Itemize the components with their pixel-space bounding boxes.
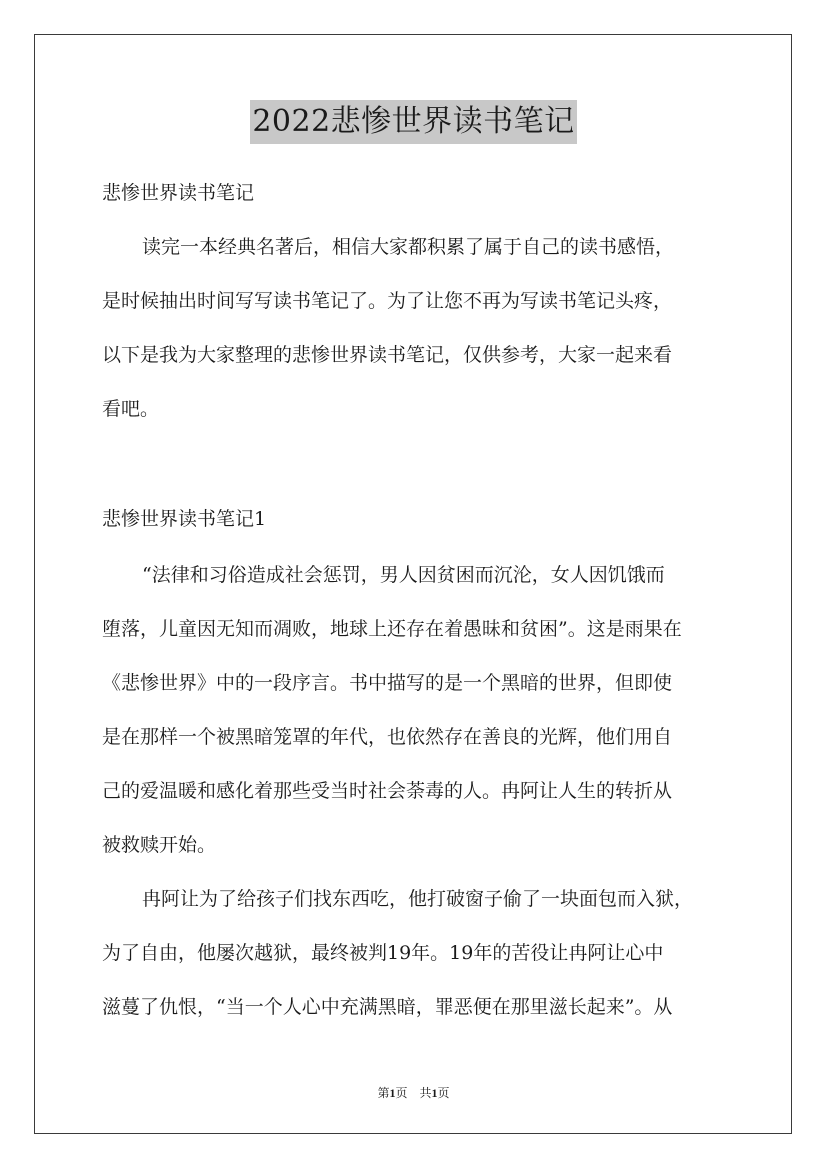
paragraph-line: 堕落，儿童因无知而凋败，地球上还存在着愚昧和贫困”。这是雨果在 xyxy=(102,618,682,640)
document-title xyxy=(0,100,827,144)
paragraph-line: “法律和习俗造成社会惩罚，男人因贫困而沉沦，女人因饥饿而 xyxy=(142,564,665,586)
paragraph-line: 是时候抽出时间写写读书笔记了。为了让您不再为写读书笔记头疼， xyxy=(102,290,673,312)
document-subtitle: 悲惨世界读书笔记 xyxy=(102,182,255,204)
paragraph-line: 滋蔓了仇恨，“当一个人心中充满黑暗，罪恶便在那里滋长起来”。从 xyxy=(102,996,673,1018)
footer-mid: 页 共 xyxy=(395,1086,432,1100)
footer-total-pages: 1 xyxy=(431,1086,438,1100)
paragraph-line: 是在那样一个被黑暗笼罩的年代，也依然存在善良的光辉，他们用自 xyxy=(102,726,673,748)
document-title-text: 2022悲惨世界读书笔记 xyxy=(250,100,576,144)
paragraph-line: 看吧。 xyxy=(102,398,160,420)
intro-paragraph xyxy=(102,220,727,436)
paragraph-line: 己的爱温暖和感化着那些受当时社会荼毒的人。冉阿让人生的转折从 xyxy=(102,780,673,802)
footer-suffix: 页 xyxy=(437,1086,450,1100)
footer-prefix: 第 xyxy=(377,1086,390,1100)
section-heading: 悲惨世界读书笔记1 xyxy=(102,508,267,530)
footer-current-page: 1 xyxy=(389,1086,396,1100)
paragraph-line: 为了自由，他屡次越狱，最终被判19年。19年的苦役让冉阿让心中 xyxy=(102,942,664,964)
paragraph-line: 《悲惨世界》中的一段序言。书中描写的是一个黑暗的世界，但即使 xyxy=(102,672,673,694)
paragraph-line: 冉阿让为了给孩子们找东西吃，他打破窗子偷了一块面包而入狱， xyxy=(142,888,694,910)
paragraph-line: 读完一本经典名著后，相信大家都积累了属于自己的读书感悟， xyxy=(142,236,675,258)
page-footer xyxy=(0,1084,827,1101)
paragraph-line: 以下是我为大家整理的悲惨世界读书笔记，仅供参考，大家一起来看 xyxy=(102,344,673,366)
paragraph-1 xyxy=(102,548,727,872)
paragraph-line: 被救赎开始。 xyxy=(102,834,217,856)
paragraph-2 xyxy=(102,872,727,1034)
